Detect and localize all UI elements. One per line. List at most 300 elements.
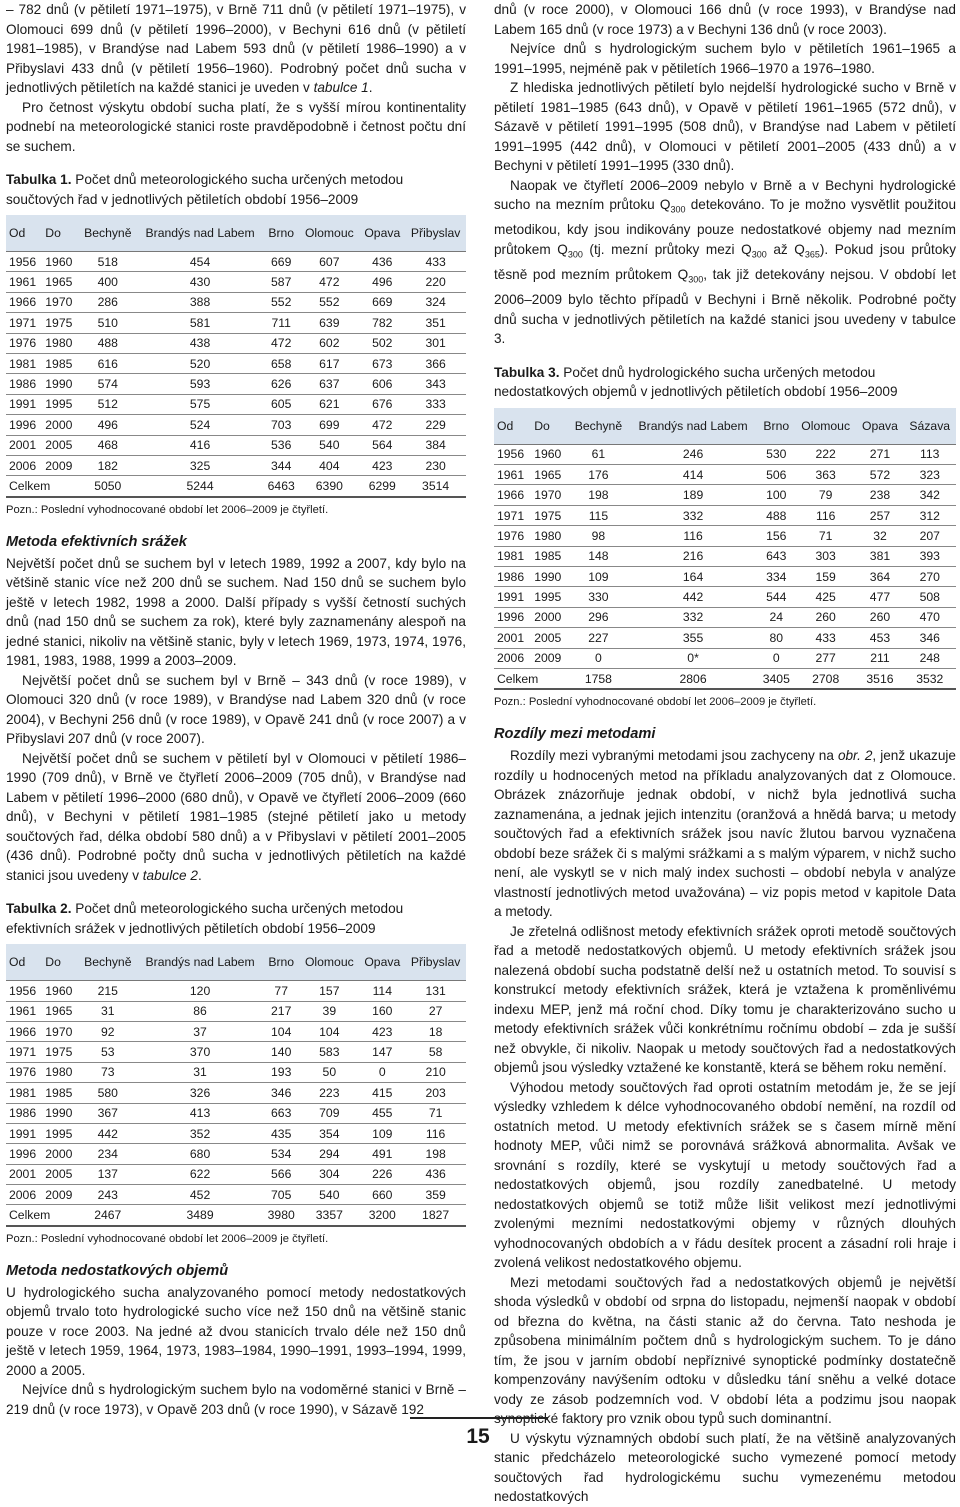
table-cell: 1956	[6, 981, 42, 1001]
table-row	[6, 1123, 466, 1143]
right-section-paragraph-3: Výhodou metody součtových řad oproti ostatním metodám je, že se její výsledky vzhledem k délce vyhodnocovaného období nemění, na rozdíl od ostatních metod. U metody efektivních srážek se s časem mírně mění hodnoty MEP, vůči nimž se porovnává srážková abnormalita. Avšak ve srovnání s rozdíly, které se vyskytují u metody součtových řad a nedostatkových objemů, jsou rozdíly zanedbatelné. U metody nedostatkových objemů se totiž může lišit velikost mezí jednotlivými zvolenými mezními nedostatkovými objemy v různých dlouhých vyhodnocovaných obdobích a v řádu desítek procent a zásadní roli hraje i zvolená velikost nedostatkového objemu.	[494, 1079, 956, 1271]
table-row	[6, 1001, 466, 1021]
table-cell: 468	[79, 435, 138, 455]
table-total-cell: 3200	[359, 1205, 405, 1226]
right-section-paragraph-2: Je zřetelná odlišnost metody efektivních srážek oproti metodě součtových řad a metodě nedostatkových objemů. U metody efektivních srážek jsou nalezená období sucha podstatně delší než u ostatních metod. To souvisí s konstrukcí metody efektivních srážek, která je vztažena k proměnlivému indexu MEP, jenž má roční chod. Díky tomu je charakterizováno sucho u metody efektivních srážek vůči konkrétnímu ročnímu období – zda je sušší než obvykle, či nikoliv. Naopak u metody součtových řad a nedostatkových objemů jsou výsledky vztažené ke konstantě, která se během roku nemění.	[494, 923, 956, 1076]
table-cell: 430	[137, 272, 263, 292]
table-row	[6, 313, 466, 333]
table-cell: 1990	[42, 374, 78, 394]
table-cell: 540	[299, 1185, 359, 1205]
page-number: 15	[466, 1425, 490, 1448]
table-cell: 534	[263, 1144, 299, 1164]
table-cell: 2000	[531, 607, 568, 627]
right-section-paragraph-1: Rozdíly mezi vybranými metodami jsou zachyceny na obr. 2, jenž ukazuje rozdíly u hodnocených metod na příkladu analyzovaných dat z Olomouce. Obrázek znázorňuje jednak období, v nichž byla jednotlivá sucha zaznamenána, a jednak jejich intenzitu (oranžová a hnědá barva; u metody součtových řad a efektivních srážek jsou navíc žlutou barvou vyznačena období beze srážek či s malými srážkami a s malým výparem, v nichž sucho není, ale vyskytl se v nich malý index suchosti – období nebyla v analýze vlastností jednotlivých metod uvažována) – viz popis metod v kapitole Data a metody.	[494, 748, 956, 920]
table-cell: 160	[359, 1001, 405, 1021]
table-cell: 243	[79, 1185, 138, 1205]
table-cell: 32	[856, 526, 903, 546]
table-cell: 73	[79, 1062, 138, 1082]
column-header: Od	[6, 944, 42, 981]
table-total-cell: 3980	[263, 1205, 299, 1226]
table-cell: 423	[359, 455, 405, 475]
table1-caption	[6, 170, 466, 209]
table-cell: 27	[405, 1001, 466, 1021]
table-cell: 100	[758, 485, 795, 505]
table-cell: 1960	[42, 252, 78, 272]
column-header: Olomouc	[795, 408, 857, 445]
table-cell: 2001	[494, 628, 531, 648]
table-cell: 1956	[494, 444, 531, 464]
table-cell: 1991	[6, 1123, 42, 1143]
table-cell: 605	[263, 394, 299, 414]
table-cell: 131	[405, 981, 466, 1001]
table-cell: 1980	[42, 1062, 78, 1082]
table-cell: 270	[904, 567, 956, 587]
table-cell: 1960	[531, 444, 568, 464]
section2-paragraph-2: Nejvíce dnů s hydrologickým suchem bylo na vodoměrné stanici v Brně – 219 dnů (v roce 1973), v Opavě 203 dnů (v roce 1990), v Sázavě 192	[6, 1382, 466, 1417]
table-cell: 1995	[42, 394, 78, 414]
table-row	[6, 353, 466, 373]
table-cell: 24	[758, 607, 795, 627]
right-section-paragraph-5: U výskytu významných období such platí, že na většině analyzovaných stanic předcházelo meteorologické sucho vymezené pomocí metody součtových řad hydrologickému suchu vymezenému metodou nedostatkových	[494, 1430, 956, 1505]
table-cell: 211	[856, 648, 903, 668]
table-cell: 1961	[6, 272, 42, 292]
table3-label: Tabulka 3.	[494, 364, 560, 380]
table-cell: 286	[79, 292, 138, 312]
table-cell: 518	[79, 252, 138, 272]
table-cell: 61	[568, 444, 628, 464]
table-cell: 222	[795, 444, 857, 464]
table-cell: 18	[405, 1021, 466, 1041]
table-cell: 0	[359, 1062, 405, 1082]
table-cell: 363	[795, 465, 857, 485]
table-cell: 540	[299, 435, 359, 455]
table-header-row	[6, 944, 466, 981]
table-cell: 2009	[42, 1185, 78, 1205]
table1-caption-text: Počet dnů meteorologického sucha určených metodou součtových řad v jednotlivých pětiletích období 1956–2009	[6, 172, 404, 207]
table-cell: 699	[299, 415, 359, 435]
table-total-cell: 1758	[568, 668, 628, 689]
table-cell: 346	[263, 1083, 299, 1103]
table-cell: 1991	[494, 587, 531, 607]
table-cell: 304	[299, 1164, 359, 1184]
table1-note: Pozn.: Poslední vyhodnocované období let 2006–2009 je čtyřletí.	[6, 503, 329, 516]
table-cell: 455	[359, 1103, 405, 1123]
table-cell: 472	[299, 272, 359, 292]
table-cell: 343	[405, 374, 466, 394]
table-cell: 1986	[6, 374, 42, 394]
table-cell: 552	[299, 292, 359, 312]
table-row	[494, 465, 956, 485]
table-cell: 506	[758, 465, 795, 485]
table-cell: 234	[79, 1144, 138, 1164]
table-cell: 324	[405, 292, 466, 312]
table-cell: 104	[299, 1021, 359, 1041]
table-row	[494, 567, 956, 587]
table-cell: 80	[758, 628, 795, 648]
table-cell: 552	[263, 292, 299, 312]
column-header: Brno	[263, 944, 299, 981]
table-cell: 472	[359, 415, 405, 435]
table-cell: 157	[299, 981, 359, 1001]
table-cell: 607	[299, 252, 359, 272]
table-cell: 31	[137, 1062, 263, 1082]
table-cell: 71	[405, 1103, 466, 1123]
table-cell: 1966	[6, 1021, 42, 1041]
page-number-rule	[410, 1417, 548, 1419]
table-cell: 86	[137, 1001, 263, 1021]
table-cell: 31	[79, 1001, 138, 1021]
table-cell: 782	[359, 313, 405, 333]
table-cell: 164	[628, 567, 757, 587]
table-cell: 1976	[494, 526, 531, 546]
table-cell: 334	[758, 567, 795, 587]
table-cell: 260	[795, 607, 857, 627]
column-header: Opava	[359, 215, 405, 252]
table-row	[6, 1164, 466, 1184]
table-cell: 2001	[6, 435, 42, 455]
table-cell: 404	[299, 455, 359, 475]
column-header: Přibyslav	[405, 215, 466, 252]
table-cell: 384	[405, 435, 466, 455]
table-cell: 92	[79, 1021, 138, 1041]
section-heading-efektivni-srazky: Metoda efektivních srážek	[6, 533, 187, 550]
table-cell: 1961	[494, 465, 531, 485]
table-cell: 606	[359, 374, 405, 394]
table-cell: 109	[568, 567, 628, 587]
table-cell: 223	[299, 1083, 359, 1103]
table-cell: 176	[568, 465, 628, 485]
table-total-row	[6, 1205, 466, 1226]
table-cell: 669	[263, 252, 299, 272]
table-cell: 680	[137, 1144, 263, 1164]
table-cell: 413	[137, 1103, 263, 1123]
table-cell: 1996	[494, 607, 531, 627]
table-cell: 220	[405, 272, 466, 292]
table-cell: 323	[904, 465, 956, 485]
table-cell: 622	[137, 1164, 263, 1184]
column-header: Od	[494, 408, 531, 445]
table-cell: 352	[137, 1123, 263, 1143]
table-cell: 415	[359, 1083, 405, 1103]
table-cell: 140	[263, 1042, 299, 1062]
table-cell: 2000	[42, 415, 78, 435]
table-row	[6, 252, 466, 272]
intro-paragraph-2: Pro četnost výskytu období sucha platí, že s vyšší mírou kontinentality podnebí na meteorologické stanici roste pravděpodobně i četnost počtu dní se suchem.	[6, 99, 466, 154]
table-cell: 159	[795, 567, 857, 587]
table-cell: 1981	[6, 353, 42, 373]
intro-paragraph-1: – 782 dnů (v pětiletí 1971–1975), v Brně 711 dnů (v pětiletí 1971–1975), v Olomouci 699 dnů (v pětiletí 1996–2000), v Bechyni 616 dnů (v pětiletí 1981–1985), v Brandýse nad Labem 593 dnů (v pětiletí 1986–1990) a v Přibyslavi 433 dnů (v pětiletí 1956–1960). Podrobný počet dnů sucha v jednotlivých pětiletích na každé stanici je uveden v tabulce 1.	[6, 2, 466, 95]
table-cell: 572	[856, 465, 903, 485]
table-cell: 544	[758, 587, 795, 607]
table-cell: 580	[79, 1083, 138, 1103]
table-cell: 564	[359, 435, 405, 455]
table-cell: 433	[405, 252, 466, 272]
table-cell: 355	[628, 628, 757, 648]
table-cell: 425	[795, 587, 857, 607]
table-cell: 1975	[531, 505, 568, 525]
table-cell: 229	[405, 415, 466, 435]
table-cell: 496	[79, 415, 138, 435]
table-cell: 414	[628, 465, 757, 485]
table-cell: 354	[299, 1123, 359, 1143]
table-cell: 477	[856, 587, 903, 607]
column-header: Bechyně	[79, 215, 138, 252]
table-cell: 2006	[6, 1185, 42, 1205]
table-cell: 366	[405, 353, 466, 373]
table-cell: 182	[79, 455, 138, 475]
table-cell: 1995	[531, 587, 568, 607]
table2-caption-text: Počet dnů meteorologického sucha určených metodou efektivních srážek v jednotlivých pětiletích období 1956–2009	[6, 901, 404, 936]
table-cell: 332	[628, 607, 757, 627]
table-cell: 1970	[531, 485, 568, 505]
table-row	[6, 1062, 466, 1082]
table-total-cell: 6390	[299, 476, 359, 497]
table-cell: 1956	[6, 252, 42, 272]
table-cell: 116	[628, 526, 757, 546]
table-cell: 1980	[531, 526, 568, 546]
table-cell: 663	[263, 1103, 299, 1123]
table-cell: 1965	[42, 272, 78, 292]
left-column	[6, 0, 466, 1419]
column-header: Sázava	[904, 408, 956, 445]
table-cell: 1981	[494, 546, 531, 566]
table-total-cell: 3516	[856, 668, 903, 689]
table-row	[494, 485, 956, 505]
table-cell: 0*	[628, 648, 757, 668]
table-cell: 442	[79, 1123, 138, 1143]
table-cell: 583	[299, 1042, 359, 1062]
table-cell: 1985	[531, 546, 568, 566]
table-total-cell: 3405	[758, 668, 795, 689]
table-total-cell: Celkem	[494, 668, 568, 689]
table-row	[494, 648, 956, 668]
table-cell: 2000	[42, 1144, 78, 1164]
column-header: Přibyslav	[405, 944, 466, 981]
table-cell: 1965	[42, 1001, 78, 1021]
table-cell: 312	[904, 505, 956, 525]
table-cell: 1976	[6, 333, 42, 353]
section2-paragraph-1: U hydrologického sucha analyzovaného pomocí metody nedostatkových objemů trvalo toto hydrologické sucho více než 150 dnů na většině stanic pouze v roce 2003. Na jedné až dvou stanicích trvalo déle než 150 dnů ještě v letech 1959, 1964, 1973, 1983–1984, 1990–1991, 1993–1994, 1999, 2000 a 2005.	[6, 1284, 466, 1378]
table-cell: 346	[904, 628, 956, 648]
column-header: Brno	[758, 408, 795, 445]
table-cell: 502	[359, 333, 405, 353]
table3-note: Pozn.: Poslední vyhodnocované období let 2006–2009 je čtyřletí.	[494, 696, 817, 709]
table-row	[6, 374, 466, 394]
table-cell: 1995	[42, 1123, 78, 1143]
table-total-cell: 1827	[405, 1205, 466, 1226]
table-cell: 2009	[531, 648, 568, 668]
table-cell: 39	[299, 1001, 359, 1021]
table-cell: 203	[405, 1083, 466, 1103]
right-paragraph-3: Z hlediska jednotlivých pětiletí bylo nejdelší hydrologické sucho v Brně v pětiletí 1981–1985 (643 dnů), v Opavě v pětiletí 1961–1965 (572 dnů), v Sázavě v pětiletí 1991–1995 (508 dnů), v Brandýse nad Labem v pětiletí 1991–1995 (442 dnů), v Olomouci v pětiletí 2001–2005 (433 dnů) a v Bechyni v pětiletí 1991–1995 (330 dnů).	[494, 80, 956, 173]
table-cell: 621	[299, 394, 359, 414]
table-header-row	[6, 215, 466, 252]
table2-caption	[6, 899, 466, 938]
table-cell: 120	[137, 981, 263, 1001]
table-cell: 53	[79, 1042, 138, 1062]
table-cell: 488	[79, 333, 138, 353]
table-cell: 364	[856, 567, 903, 587]
table-cell: 703	[263, 415, 299, 435]
table-cell: 1996	[6, 1144, 42, 1164]
table-cell: 1985	[42, 1083, 78, 1103]
table-cell: 257	[856, 505, 903, 525]
table-cell: 709	[299, 1103, 359, 1123]
table-cell: 109	[359, 1123, 405, 1143]
table-cell: 303	[795, 546, 857, 566]
table-cell: 1966	[494, 485, 531, 505]
table-row	[6, 1083, 466, 1103]
table-cell: 238	[856, 485, 903, 505]
right-paragraph-2: Nejvíce dnů s hydrologickým suchem bylo v pětiletích 1961–1965 a 1991–1995, nejméně pak v pětiletích 1966–1970 a 1976–1980.	[494, 41, 956, 76]
table-cell: 277	[795, 648, 857, 668]
table-cell: 58	[405, 1042, 466, 1062]
table-cell: 416	[137, 435, 263, 455]
table-cell: 216	[628, 546, 757, 566]
table-row	[6, 333, 466, 353]
table-cell: 496	[359, 272, 405, 292]
right-column	[494, 0, 956, 1507]
section1-paragraph-3: Největší počet dnů se suchem v pětiletí byl v Olomouci v pětiletí 1986–1990 (709 dnů), v Brně ve čtyřletí 2006–2009 (705 dnů), v Brandýse nad Labem v pětiletí 1996–2000 (680 dnů), v Opavě ve čtyřletí 2006–2009 (660 dnů), v Bechyni v pětiletí 1981–1985 (stejné pětiletí jako u metody součtových řad, délka období 580 dnů) a v Přibyslavi v pětiletí 2001–2005 (436 dnů). Podrobné počty dnů sucha v jednotlivých pětiletích na každé stanici jsou uvedeny v tabulce 2.	[6, 750, 466, 883]
table-cell: 1976	[6, 1062, 42, 1082]
table1-label: Tabulka 1.	[6, 172, 72, 187]
table-cell: 342	[904, 485, 956, 505]
table-total-cell: 6299	[359, 476, 405, 497]
table-cell: 79	[795, 485, 857, 505]
table-total-cell: 2467	[79, 1205, 138, 1226]
table-cell: 575	[137, 394, 263, 414]
table-total-cell: 2708	[795, 668, 857, 689]
section-heading-rozdily-mezi-metodami: Rozdíly mezi metodami	[494, 726, 656, 743]
right-paragraph-4: Naopak ve čtyřletí 2006–2009 nebylo v Brně a v Bechyni hydrologické sucho na mezním průtoku $Q_{300}$ detekováno. To je možno vysvětlit použitou metodikou, kdy jsou indikovány pouze nedostatkové objemy nad mezním průtokem $Q_{300}$ (tj. mezní průtoky mezi $Q_{300}$ až $Q_{365}$). Pokud jsou průtoky těsně pod mezním průtokem $Q_{300}$, tak již detekovány nejsou. V období let 2006–2009 bylo těchto případů v Bechyni i Brně několik. Podrobné počty dnů sucha v jednotlivých pětiletích na každé stanici jsou uvedeny v tabulce 3.	[494, 177, 956, 347]
column-header: Do	[42, 215, 78, 252]
table-cell: 248	[904, 648, 956, 668]
table-row	[6, 981, 466, 1001]
table-cell: 330	[568, 587, 628, 607]
table-row	[494, 628, 956, 648]
table-cell: 438	[137, 333, 263, 353]
table-cell: 0	[568, 648, 628, 668]
column-header: Brandýs nad Labem	[628, 408, 757, 445]
table-cell: 137	[79, 1164, 138, 1184]
table-cell: 351	[405, 313, 466, 333]
table-total-row	[6, 476, 466, 497]
table-cell: 524	[137, 415, 263, 435]
table3-caption-text: Počet dnů hydrologického sucha určených metodou nedostatkových objemů v jednotlivých pětiletích období 1956–2009	[494, 364, 898, 400]
table-cell: 326	[137, 1083, 263, 1103]
table-row	[494, 444, 956, 464]
table-cell: 639	[299, 313, 359, 333]
table-cell: 198	[568, 485, 628, 505]
table-cell: 472	[263, 333, 299, 353]
table-cell: 593	[137, 374, 263, 394]
table-cell: 147	[359, 1042, 405, 1062]
table-cell: 115	[568, 505, 628, 525]
table-cell: 442	[628, 587, 757, 607]
table-cell: 658	[263, 353, 299, 373]
column-header: Olomouc	[299, 215, 359, 252]
table-cell: 2006	[6, 455, 42, 475]
table-cell: 2005	[42, 1164, 78, 1184]
table-cell: 491	[359, 1144, 405, 1164]
table-cell: 1980	[42, 333, 78, 353]
table-row	[494, 607, 956, 627]
table-cell: 436	[405, 1164, 466, 1184]
table-cell: 325	[137, 455, 263, 475]
table-cell: 400	[79, 272, 138, 292]
table-row	[494, 587, 956, 607]
table-cell: 536	[263, 435, 299, 455]
table-cell: 1975	[42, 313, 78, 333]
right-section-paragraph-4: Mezi metodami součtových řad a nedostatkových objemů je největší shoda výsledků v období od srpna do listopadu, nejmenší naopak v období od března do května, na části stanic až do června. Tato neshoda je způsobena minimálním počtem dnů s hydrologickým suchem. To je dáno tím, že jsou v jarním období nepříznivé synoptické podmínky dostatečně kompenzovány navýšením odtoku v důsledku tání sněhu a velké dotace vody ze zásob podzemních vod. V období léta a podzimu jsou naopak synoptické faktory pro vznik obou typů such dominantní.	[494, 1274, 956, 1427]
table-cell: 104	[263, 1021, 299, 1041]
table-cell: 113	[904, 444, 956, 464]
table-total-cell: 2806	[628, 668, 757, 689]
table-cell: 198	[405, 1144, 466, 1164]
table-total-cell: Celkem	[6, 1205, 79, 1226]
table-cell: 669	[359, 292, 405, 312]
column-header: Bechyně	[568, 408, 628, 445]
table-cell: 1970	[42, 1021, 78, 1041]
table-cell: 452	[137, 1185, 263, 1205]
table3	[494, 408, 956, 691]
table-total-cell: 5050	[79, 476, 138, 497]
table-cell: 643	[758, 546, 795, 566]
table-cell: 616	[79, 353, 138, 373]
table-cell: 98	[568, 526, 628, 546]
table-total-cell: 3489	[137, 1205, 263, 1226]
table-cell: 227	[568, 628, 628, 648]
table-cell: 1960	[42, 981, 78, 1001]
table-cell: 260	[856, 607, 903, 627]
table-cell: 359	[405, 1185, 466, 1205]
table-row	[6, 1185, 466, 1205]
table-cell: 1986	[6, 1103, 42, 1123]
column-header: Olomouc	[299, 944, 359, 981]
table-cell: 71	[795, 526, 857, 546]
column-header: Opava	[856, 408, 903, 445]
table-cell: 1991	[6, 394, 42, 414]
table-cell: 676	[359, 394, 405, 414]
table-row	[6, 1144, 466, 1164]
table-cell: 470	[904, 607, 956, 627]
table-row	[494, 505, 956, 525]
table3-caption	[494, 363, 956, 402]
table-cell: 1986	[494, 567, 531, 587]
table-cell: 454	[137, 252, 263, 272]
table-total-cell: 3357	[299, 1205, 359, 1226]
table-row	[494, 526, 956, 546]
table-cell: 116	[405, 1123, 466, 1143]
table-cell: 1971	[494, 505, 531, 525]
table-cell: 301	[405, 333, 466, 353]
table-cell: 574	[79, 374, 138, 394]
right-paragraph-1: dnů (v roce 2000), v Olomouci 166 dnů (v roce 1993), v Brandýse nad Labem 165 dnů (v roce 1973) a v Bechyni 136 dnů (v roce 2003).	[494, 2, 956, 37]
table-cell: 1965	[531, 465, 568, 485]
table-cell: 271	[856, 444, 903, 464]
table-cell: 520	[137, 353, 263, 373]
table-cell: 2001	[6, 1164, 42, 1184]
column-header: Bechyně	[79, 944, 138, 981]
table-cell: 388	[137, 292, 263, 312]
column-header: Opava	[359, 944, 405, 981]
table-row	[6, 1042, 466, 1062]
column-header: Od	[6, 215, 42, 252]
table-cell: 50	[299, 1062, 359, 1082]
table-cell: 433	[795, 628, 857, 648]
table-cell: 210	[405, 1062, 466, 1082]
table-cell: 1971	[6, 313, 42, 333]
